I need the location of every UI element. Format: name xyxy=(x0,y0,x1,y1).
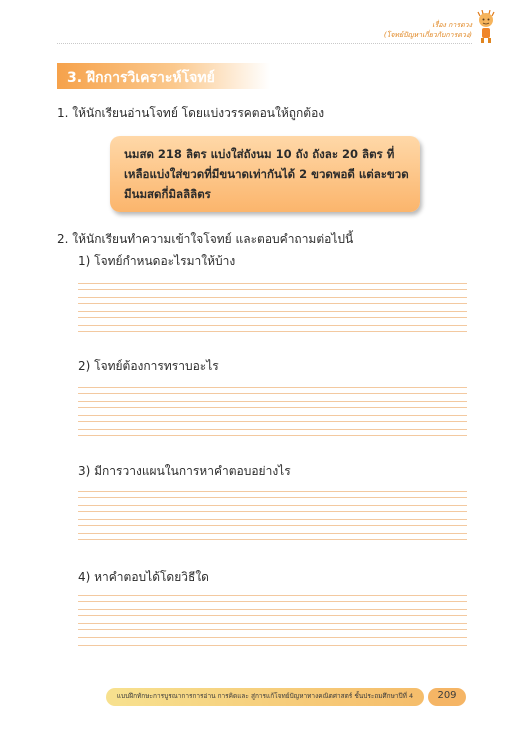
answer-lines-3 xyxy=(78,488,467,540)
header-divider xyxy=(57,43,472,44)
chapter-header xyxy=(384,20,472,40)
problem-text: นมสด 218 ลิตร แบ่งใส่ถังนม 10 ถัง ถังละ 20 ลิตร ที่เหลือแบ่งใส่ขวดที่มีขนาดเท่ากันได้ 2 ขวดพอดี แต่ละขวดมีนมสดกี่มิลลิลิตร xyxy=(124,147,409,201)
footer-text: แบบฝึกทักษะการบูรณาการการอ่าน การคิดและ สู่การแก้โจทย์ปัญหาทางคณิตศาสตร์ ชั้นประถมศึกษาปีที่ 4 xyxy=(116,692,414,700)
sub-question-1: 1) โจทย์กำหนดอะไรมาให้บ้าง xyxy=(78,254,236,268)
page-number-badge xyxy=(428,688,466,706)
answer-lines-1 xyxy=(78,280,467,332)
topic-title: เรื่อง การตวง xyxy=(432,21,472,29)
topic-subtitle: (โจทย์ปัญหาเกี่ยวกับการตวง) xyxy=(383,31,472,39)
mascot-icon xyxy=(474,10,498,44)
sub-question-2: 2) โจทย์ต้องการทราบอะไร xyxy=(78,359,219,373)
section-title: 3. ฝึกการวิเคราะห์โจทย์ xyxy=(67,70,215,86)
footer-banner xyxy=(106,688,424,706)
answer-lines-2 xyxy=(78,384,467,436)
sub-question-4: 4) หาคำตอบได้โดยวิธีใด xyxy=(78,570,209,584)
problem-box xyxy=(110,136,420,212)
question-2: 2. ให้นักเรียนทำความเข้าใจโจทย์ และตอบคำถามต่อไปนี้ xyxy=(57,232,354,246)
question-1: 1. ให้นักเรียนอ่านโจทย์ โดยแบ่งวรรคตอนให้ถูกต้อง xyxy=(57,106,325,120)
answer-lines-4 xyxy=(78,592,467,648)
page-number: 209 xyxy=(437,690,457,701)
section-banner xyxy=(57,63,270,89)
sub-question-3: 3) มีการวางแผนในการหาคำตอบอย่างไร xyxy=(78,464,291,478)
